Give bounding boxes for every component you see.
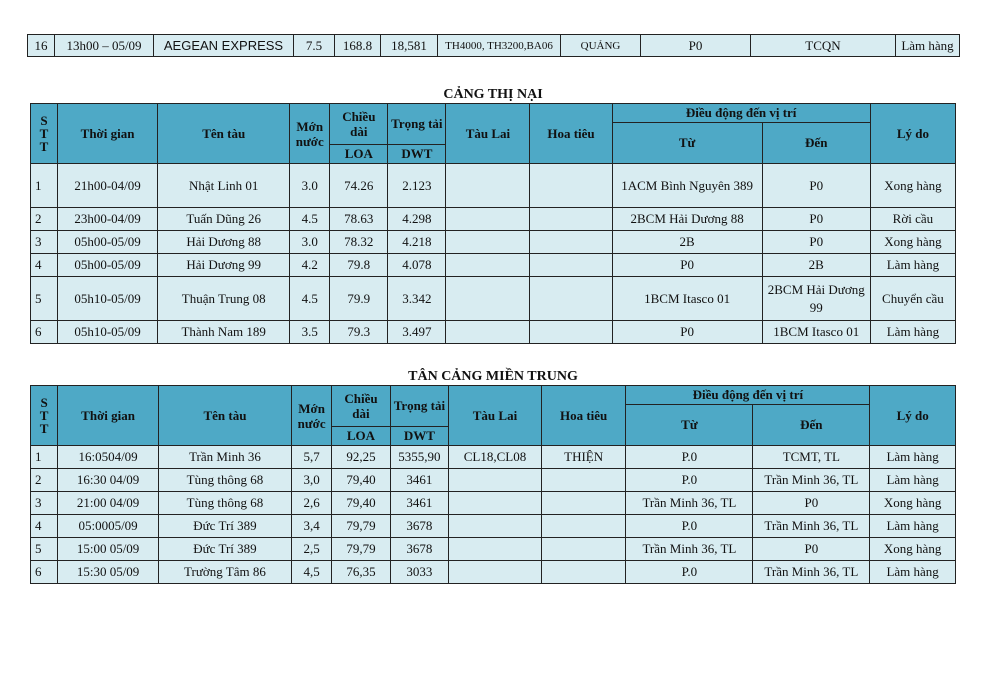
vessel-cell: Hải Dương 88	[158, 231, 290, 254]
dwt-cell: 4.078	[388, 254, 446, 277]
draft-cell: 4,5	[291, 561, 331, 584]
from-cell: P.0	[626, 561, 753, 584]
pilot-cell	[530, 208, 612, 231]
from-cell: Trần Minh 36, TL	[626, 538, 753, 561]
header-to: Đến	[762, 123, 870, 164]
table-row	[31, 492, 956, 515]
header-stt: S T T	[31, 386, 58, 446]
draft-cell: 7.5	[294, 35, 335, 57]
header-vessel: Tên tàu	[158, 386, 291, 446]
tan-cang-title: TÂN CẢNG MIỀN TRUNG	[408, 369, 578, 384]
draft-cell: 5,7	[291, 446, 331, 469]
header-dwt: Trọng tải	[388, 104, 446, 145]
tug-cell	[449, 515, 542, 538]
reason-cell: Xong hàng	[870, 231, 955, 254]
reason-cell: Làm hàng	[870, 515, 956, 538]
stt-cell: 2	[31, 469, 58, 492]
dwt-cell: 18,581	[381, 35, 438, 57]
header-to: Đến	[753, 405, 870, 446]
time-cell: 15:00 05/09	[58, 538, 159, 561]
reason-cell: Rời cầu	[870, 208, 955, 231]
table-row	[31, 321, 956, 344]
table-row	[28, 35, 960, 57]
thi-nai-title: CẢNG THỊ NẠI	[443, 87, 543, 102]
reason-cell: Làm hàng	[896, 35, 960, 57]
pilot-cell	[530, 231, 612, 254]
from-cell: P.0	[626, 515, 753, 538]
to-cell: Trần Minh 36, TL	[753, 561, 870, 584]
time-cell: 15:30 05/09	[58, 561, 159, 584]
vessel-cell: Trần Minh 36	[158, 446, 291, 469]
header-from: Từ	[626, 405, 753, 446]
to-cell: P0	[753, 538, 870, 561]
time-cell: 16:0504/09	[58, 446, 159, 469]
loa-cell: 79.9	[330, 277, 388, 321]
table-row	[31, 561, 956, 584]
loa-cell: 79,79	[332, 538, 390, 561]
draft-cell: 3.0	[290, 231, 330, 254]
dwt-cell: 2.123	[388, 164, 446, 208]
loa-cell: 92,25	[332, 446, 390, 469]
dwt-cell: 4.298	[388, 208, 446, 231]
stt-cell: 4	[31, 515, 58, 538]
stt-cell: 6	[31, 561, 58, 584]
vessel-cell: Thuận Trung 08	[158, 277, 290, 321]
vessel-cell: Đức Trí 389	[158, 515, 291, 538]
stt-cell: 3	[31, 231, 58, 254]
header-loa: Chiều dài	[332, 386, 390, 427]
vessel-cell: Nhật Linh 01	[158, 164, 290, 208]
loa-cell: 79,79	[332, 515, 390, 538]
table-row	[31, 469, 956, 492]
from-cell: 2BCM Hải Dương 88	[612, 208, 762, 231]
time-cell: 05h00-05/09	[58, 231, 158, 254]
dwt-cell: 3.497	[388, 321, 446, 344]
time-cell: 21h00-04/09	[58, 164, 158, 208]
pilot-cell	[541, 515, 626, 538]
draft-cell: 4.5	[290, 277, 330, 321]
draft-cell: 3,4	[291, 515, 331, 538]
from-cell: 1ACM Bình Nguyên 389	[612, 164, 762, 208]
time-cell: 05:0005/09	[58, 515, 159, 538]
previous-table-last-row	[27, 34, 960, 57]
header-dwt-unit: DWT	[390, 427, 448, 446]
to-cell: P0	[762, 231, 870, 254]
reason-cell: Làm hàng	[870, 446, 956, 469]
reason-cell: Làm hàng	[870, 469, 956, 492]
draft-cell: 3.0	[290, 164, 330, 208]
from-cell: P0	[641, 35, 751, 57]
pilot-cell	[541, 561, 626, 584]
pilot-cell	[530, 254, 612, 277]
vessel-cell: Trường Tâm 86	[158, 561, 291, 584]
dwt-cell: 3461	[390, 469, 448, 492]
to-cell: TCQN	[751, 35, 896, 57]
from-cell: 2B	[612, 231, 762, 254]
thi-nai-table	[30, 103, 956, 344]
to-cell: TCMT, TL	[753, 446, 870, 469]
stt-cell: 5	[31, 277, 58, 321]
header-loa-unit: LOA	[332, 427, 390, 446]
pilot-cell	[530, 321, 612, 344]
dwt-cell: 3678	[390, 538, 448, 561]
reason-cell: Làm hàng	[870, 321, 955, 344]
table-row	[31, 515, 956, 538]
header-move: Điều động đến vị trí	[612, 104, 870, 123]
tug-cell	[449, 469, 542, 492]
stt-cell: 5	[31, 538, 58, 561]
vessel-cell: Tùng thông 68	[158, 469, 291, 492]
draft-cell: 3,0	[291, 469, 331, 492]
pilot-cell	[530, 164, 612, 208]
tug-cell: TH4000, TH3200,BA06	[438, 35, 561, 57]
table-row	[31, 208, 956, 231]
stt-cell: 6	[31, 321, 58, 344]
table-row	[31, 277, 956, 321]
table-row	[31, 164, 956, 208]
table-row	[31, 231, 956, 254]
stt-cell: 3	[31, 492, 58, 515]
to-cell: 1BCM Itasco 01	[762, 321, 870, 344]
time-cell: 13h00 – 05/09	[55, 35, 154, 57]
tug-cell	[446, 277, 530, 321]
vessel-cell: Tuấn Dũng 26	[158, 208, 290, 231]
reason-cell: Làm hàng	[870, 561, 956, 584]
loa-cell: 74.26	[330, 164, 388, 208]
dwt-cell: 3461	[390, 492, 448, 515]
table-row	[31, 254, 956, 277]
header-draft: Mớn nước	[291, 386, 331, 446]
dwt-cell: 3033	[390, 561, 448, 584]
from-cell: Trần Minh 36, TL	[626, 492, 753, 515]
tug-cell	[446, 208, 530, 231]
from-cell: P0	[612, 321, 762, 344]
dwt-cell: 4.218	[388, 231, 446, 254]
to-cell: P0	[762, 164, 870, 208]
from-cell: P.0	[626, 446, 753, 469]
tug-cell	[446, 231, 530, 254]
loa-cell: 78.32	[330, 231, 388, 254]
pilot-cell	[541, 469, 626, 492]
loa-cell: 79.3	[330, 321, 388, 344]
to-cell: P0	[753, 492, 870, 515]
dwt-cell: 3678	[390, 515, 448, 538]
pilot-cell	[541, 538, 626, 561]
tug-cell	[446, 321, 530, 344]
tan-cang-table	[30, 385, 956, 584]
draft-cell: 3.5	[290, 321, 330, 344]
stt-cell: 1	[31, 164, 58, 208]
header-tug: Tàu Lai	[446, 104, 530, 164]
header-pilot: Hoa tiêu	[530, 104, 612, 164]
draft-cell: 4.5	[290, 208, 330, 231]
pilot-cell: QUẢNG	[561, 35, 641, 57]
reason-cell: Xong hàng	[870, 538, 956, 561]
vessel-cell: AEGEAN EXPRESS	[154, 35, 294, 57]
from-cell: P.0	[626, 469, 753, 492]
dwt-cell: 5355,90	[390, 446, 448, 469]
header-draft: Mớn nước	[290, 104, 330, 164]
draft-cell: 2,6	[291, 492, 331, 515]
header-vessel: Tên tàu	[158, 104, 290, 164]
loa-cell: 79,40	[332, 492, 390, 515]
header-pilot: Hoa tiêu	[541, 386, 626, 446]
pilot-cell	[530, 277, 612, 321]
stt-cell: 4	[31, 254, 58, 277]
stt-cell: 1	[31, 446, 58, 469]
table-row	[31, 538, 956, 561]
header-from: Từ	[612, 123, 762, 164]
to-cell: P0	[762, 208, 870, 231]
dwt-cell: 3.342	[388, 277, 446, 321]
loa-cell: 79.8	[330, 254, 388, 277]
to-cell: Trần Minh 36, TL	[753, 515, 870, 538]
header-dwt: Trọng tải	[390, 386, 448, 427]
stt-cell: 16	[28, 35, 55, 57]
draft-cell: 4.2	[290, 254, 330, 277]
loa-cell: 79,40	[332, 469, 390, 492]
tug-cell	[449, 538, 542, 561]
draft-cell: 2,5	[291, 538, 331, 561]
header-loa-unit: LOA	[330, 145, 388, 164]
header-move: Điều động đến vị trí	[626, 386, 870, 405]
vessel-cell: Hải Dương 99	[158, 254, 290, 277]
header-reason: Lý do	[870, 104, 955, 164]
from-cell: P0	[612, 254, 762, 277]
tug-cell	[449, 492, 542, 515]
time-cell: 23h00-04/09	[58, 208, 158, 231]
time-cell: 16:30 04/09	[58, 469, 159, 492]
loa-cell: 168.8	[335, 35, 381, 57]
from-cell: 1BCM Itasco 01	[612, 277, 762, 321]
header-stt: S T T	[31, 104, 58, 164]
tug-cell	[446, 254, 530, 277]
vessel-cell: Đức Trí 389	[158, 538, 291, 561]
pilot-cell: THIỆN	[541, 446, 626, 469]
time-cell: 21:00 04/09	[58, 492, 159, 515]
header-reason: Lý do	[870, 386, 956, 446]
header-loa: Chiều dài	[330, 104, 388, 145]
pilot-cell	[541, 492, 626, 515]
vessel-cell: Tùng thông 68	[158, 492, 291, 515]
reason-cell: Chuyển cầu	[870, 277, 955, 321]
to-cell: 2B	[762, 254, 870, 277]
header-time: Thời gian	[58, 104, 158, 164]
time-cell: 05h10-05/09	[58, 277, 158, 321]
header-tug: Tàu Lai	[449, 386, 542, 446]
to-cell: 2BCM Hải Dương 99	[762, 277, 870, 321]
tug-cell	[446, 164, 530, 208]
reason-cell: Xong hàng	[870, 492, 956, 515]
header-dwt-unit: DWT	[388, 145, 446, 164]
tug-cell	[449, 561, 542, 584]
header-time: Thời gian	[58, 386, 159, 446]
tug-cell: CL18,CL08	[449, 446, 542, 469]
reason-cell: Làm hàng	[870, 254, 955, 277]
time-cell: 05h10-05/09	[58, 321, 158, 344]
loa-cell: 78.63	[330, 208, 388, 231]
loa-cell: 76,35	[332, 561, 390, 584]
reason-cell: Xong hàng	[870, 164, 955, 208]
vessel-cell: Thành Nam 189	[158, 321, 290, 344]
table-row	[31, 446, 956, 469]
to-cell: Trần Minh 36, TL	[753, 469, 870, 492]
stt-cell: 2	[31, 208, 58, 231]
time-cell: 05h00-05/09	[58, 254, 158, 277]
